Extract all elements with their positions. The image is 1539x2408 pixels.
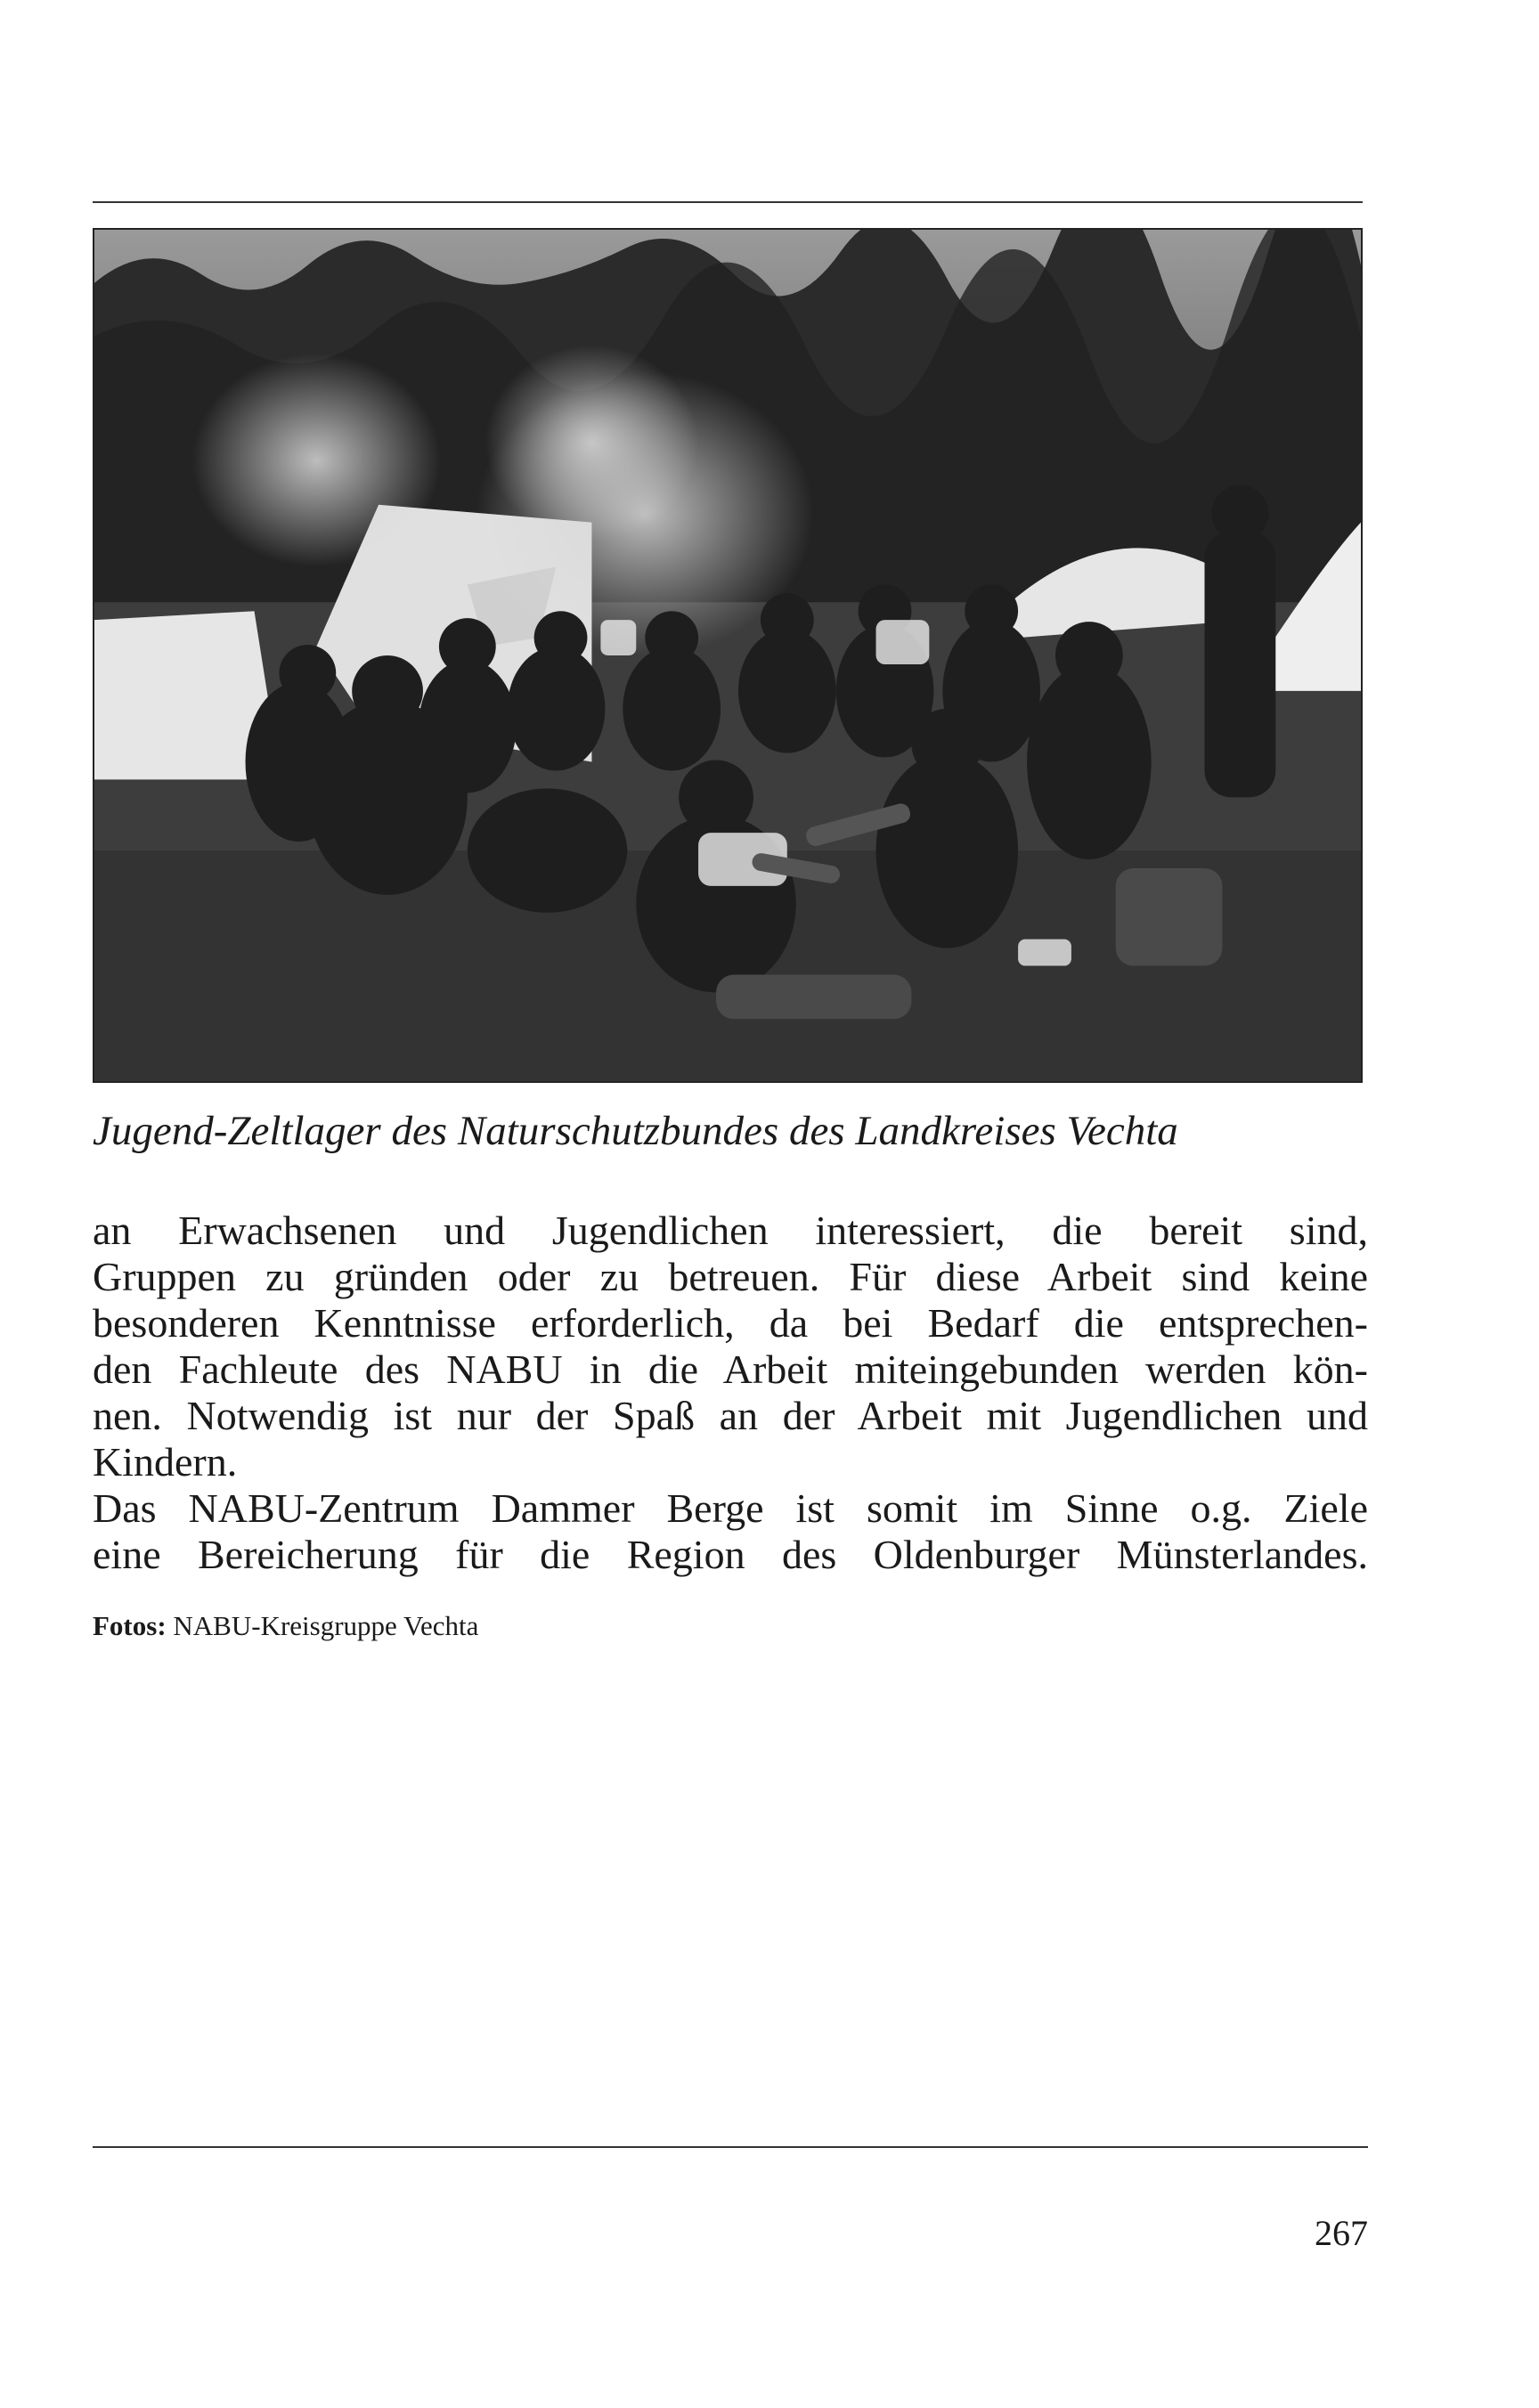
credits-label: Fotos: [93, 1610, 167, 1641]
text-line: den Fachleute des NABU in die Arbeit miteingebunden werden kön- [93, 1346, 1368, 1392]
bottom-rule [93, 2146, 1368, 2148]
text-line: Gruppen zu gründen oder zu betreuen. Für diese Arbeit sind keine [93, 1254, 1368, 1299]
credits-value: NABU-Kreisgruppe Vechta [173, 1610, 479, 1641]
text-line: nen. Notwendig ist nur der Spaß an der Arbeit mit Jugendlichen und [93, 1393, 1368, 1438]
text-line: an Erwachsenen und Jugendlichen interessiert, die bereit sind, [93, 1208, 1368, 1253]
camp-photo-illustration [94, 230, 1361, 1081]
text-line: eine Bereicherung für die Region des Oldenburger Münsterlandes. [93, 1532, 1368, 1577]
text-line: besonderen Kenntnisse erforderlich, da bei Bedarf die entsprechen- [93, 1300, 1368, 1346]
paragraph-2 [93, 1485, 1368, 1578]
top-rule [93, 201, 1363, 203]
paragraph-1 [93, 1208, 1368, 1485]
page-number: 267 [1315, 2213, 1368, 2253]
camp-photo [93, 228, 1363, 1083]
text-line: Das NABU-Zentrum Dammer Berge ist somit im Sinne o.g. Ziele [93, 1485, 1368, 1531]
photo-credits [93, 1608, 478, 1644]
body-text [93, 1208, 1368, 1578]
text-line: Kindern. [93, 1439, 238, 1485]
photo-caption: Jugend-Zeltlager des Naturschutzbundes des Landkreises Vechta [93, 1108, 1178, 1154]
